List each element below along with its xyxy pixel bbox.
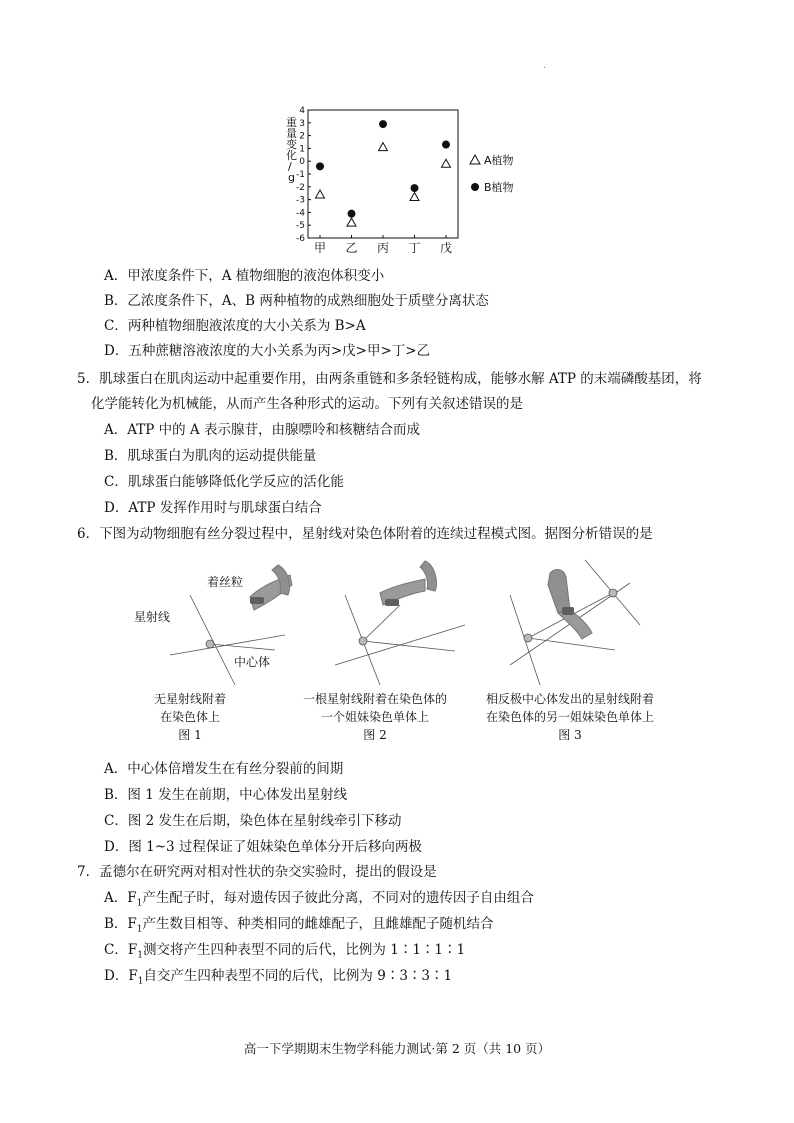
q7-option-a-text: 产生配子时，每对遗传因子彼此分离，不同对的遗传因子自由组合 — [142, 890, 534, 906]
q7-option-d-text: 自交产生四种表型不同的后代，比例为 9∶3∶3∶1 — [143, 968, 453, 984]
figure-3-caption-line1: 相反极中心体发出的星射线附着 — [485, 692, 654, 706]
q6-option-d: D．图 1~3 过程保证了姐妹染色单体分开后移向两极 — [104, 839, 422, 855]
q7-option-a — [104, 888, 534, 914]
y-axis-label-char: 化 — [286, 149, 297, 162]
figure-1-caption — [125, 690, 255, 744]
figure-2-caption — [290, 690, 460, 744]
figure-2-number: 图 2 — [363, 728, 387, 742]
q7-option-c — [104, 940, 465, 966]
figure-1-caption-line1: 无星射线附着 — [153, 692, 226, 706]
b-plant-point — [411, 184, 419, 192]
a-plant-point — [347, 218, 356, 226]
plot-frame — [308, 110, 458, 238]
x-tick-label: 丁 — [408, 241, 421, 255]
q7-option-c-text: 测交将产生四种表型不同的后代，比例为 1∶1∶1∶1 — [142, 942, 466, 958]
q7-option-b-sub: 1 — [136, 924, 143, 935]
q7-option-d — [104, 966, 452, 992]
figure-3-caption — [470, 690, 670, 744]
a-plant-point — [410, 193, 419, 201]
figure-2-caption-line1: 一根星射线附着在染色体的 — [302, 692, 447, 706]
y-tick-label: -6 — [296, 234, 305, 244]
centrosome-label: 中心体 — [234, 655, 271, 669]
q5-option-a: A．ATP 中的 A 表示腺苷，由腺嘌呤和核糖结合而成 — [104, 422, 420, 438]
y-tick-label: -1 — [296, 170, 305, 180]
a-plant-point — [442, 159, 451, 167]
figure-1-number: 图 1 — [178, 728, 202, 742]
b-plant-point — [316, 162, 324, 170]
q7-option-d-sub: 1 — [137, 976, 144, 987]
q6-option-c: C．图 2 发生在后期，染色体在星射线牵引下移动 — [104, 813, 402, 829]
figure-3-number: 图 3 — [558, 728, 582, 742]
q5-option-c: C．肌球蛋白能够降低化学反应的活化能 — [104, 474, 344, 490]
b-plant-point — [348, 210, 356, 218]
legend-label: A植物 — [484, 154, 514, 167]
page-footer: 高一下学期期末生物学科能力测试·第 2 页（共 10 页） — [243, 1041, 551, 1056]
figure-2-diagram — [325, 555, 475, 685]
q5-stem-line1: 5．肌球蛋白在肌肉运动中起重要作用，由两条重链和多条轻链构成，能够水解 ATP 的末端磷酸基团，将 — [77, 371, 702, 387]
b-plant-point — [379, 120, 387, 128]
weight-change-chart — [272, 100, 532, 260]
x-tick-label: 乙 — [345, 241, 358, 255]
y-tick-label: -2 — [296, 182, 305, 193]
aster-label: 星射线 — [134, 610, 171, 624]
kinetochore-label: 着丝粒 — [207, 575, 244, 589]
q7-option-b — [104, 914, 494, 940]
a-plant-point — [316, 190, 325, 198]
q7-option-b-text: 产生数目相等、种类相同的雌雄配子，且雌雄配子随机结合 — [142, 916, 494, 932]
q5-option-d: D．ATP 发挥作用时与肌球蛋白结合 — [104, 500, 322, 516]
q5-option-b: B．肌球蛋白为肌肉的运动提供能量 — [104, 448, 317, 464]
legend-label: B植物 — [484, 181, 514, 194]
q7-stem: 7．孟德尔在研究两对相对性状的杂交实验时，提出的假设是 — [77, 864, 437, 880]
y-tick-label: -3 — [296, 195, 305, 206]
q7-option-c-sub: 1 — [137, 950, 143, 961]
figure-3-caption-line2: 在染色体的另一姐妹染色单体上 — [485, 710, 654, 724]
b-plant-point — [442, 141, 450, 149]
y-axis-label-char: 变 — [286, 138, 297, 151]
q7-option-c-prefix: C．F — [104, 942, 138, 958]
q4-option-b: B．乙浓度条件下，A、B 两种植物的成熟细胞处于质壁分离状态 — [104, 293, 489, 309]
q7-option-b-prefix: B．F — [104, 916, 137, 932]
q7-option-a-sub: 1 — [136, 898, 143, 909]
corner-mark: . — [543, 60, 547, 71]
x-tick-label: 戊 — [439, 241, 453, 255]
q6-option-b: B．图 1 发生在前期，中心体发出星射线 — [104, 787, 348, 803]
y-tick-label: 0 — [299, 157, 305, 168]
q4-option-c: C．两种植物细胞液浓度的大小关系为 B>A — [104, 318, 366, 334]
q7-option-a-prefix: A．F — [104, 890, 137, 906]
q4-option-d: D．五种蔗糖溶液浓度的大小关系为丙>戊>甲>丁>乙 — [104, 343, 431, 359]
q4-option-a: A．甲浓度条件下，A 植物细胞的液泡体积变小 — [104, 268, 385, 284]
q7-option-d-prefix: D．F — [104, 968, 138, 984]
y-tick-label: 1 — [299, 144, 305, 155]
y-tick-label: -4 — [296, 208, 305, 219]
y-tick-label: 3 — [299, 118, 305, 129]
x-tick-label: 甲 — [313, 241, 327, 255]
y-tick-label: -5 — [296, 221, 305, 232]
q6-option-a: A．中心体倍增发生在有丝分裂前的间期 — [104, 761, 344, 777]
q5-stem-line2: 化学能转化为机械能，从而产生各种形式的运动。下列有关叙述错误的是 — [91, 396, 523, 412]
figure-3-diagram — [500, 555, 650, 685]
a-plant-point — [379, 143, 388, 151]
figure-2-caption-line2: 一个姐妹染色单体上 — [320, 710, 429, 724]
legend-b-marker — [471, 183, 479, 191]
y-axis-label-char: 重 — [286, 116, 297, 129]
figure-1-caption-line2: 在染色体上 — [159, 710, 220, 724]
y-tick-label: 2 — [299, 131, 305, 142]
y-axis-label-char: g — [288, 171, 295, 184]
y-axis-label-char: / — [288, 160, 292, 173]
x-tick-label: 丙 — [376, 241, 390, 255]
y-axis-label-char: 量 — [286, 127, 297, 140]
q6-stem: 6．下图为动物细胞有丝分裂过程中，星射线对染色体附着的连续过程模式图。据图分析错误的是 — [77, 526, 653, 542]
legend-a-marker — [470, 155, 480, 164]
y-tick-label: 4 — [299, 106, 305, 116]
